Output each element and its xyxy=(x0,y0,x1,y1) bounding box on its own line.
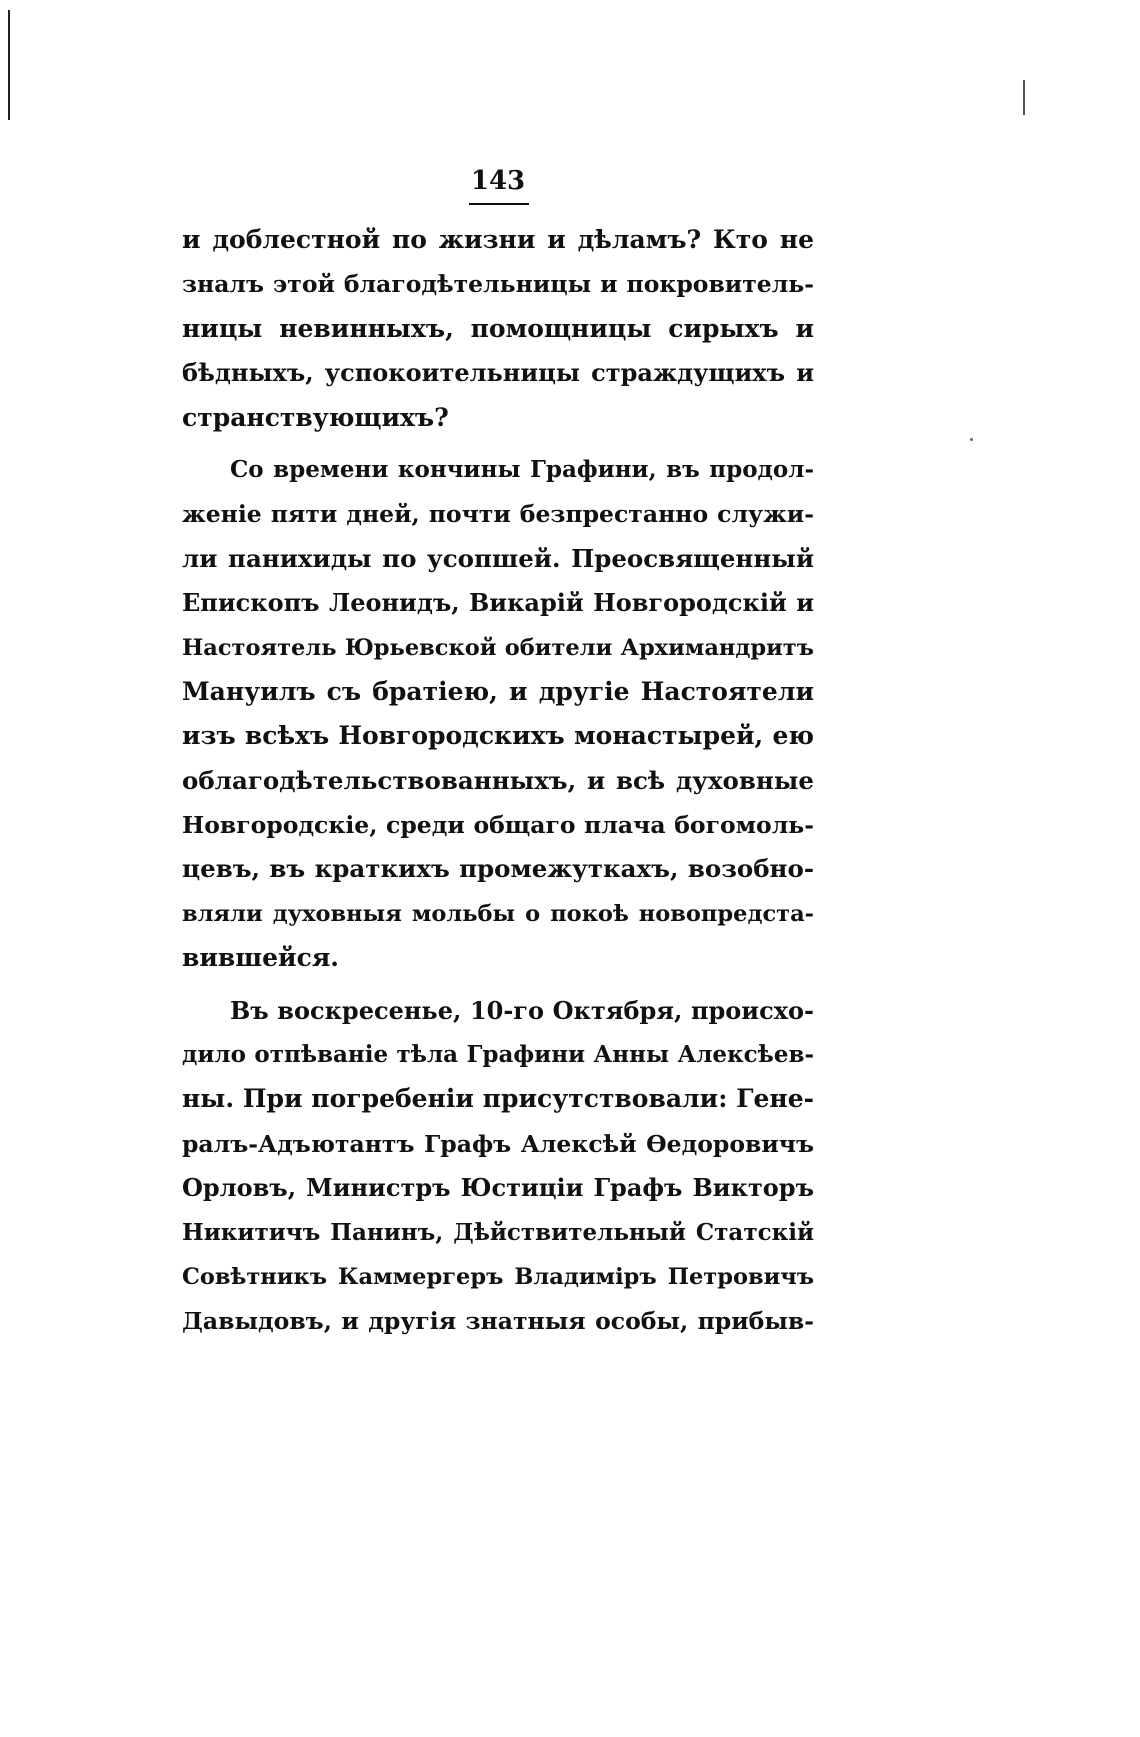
text-line: женіе пяти дней, почти безпрестанно служи- xyxy=(182,500,814,529)
text-line: Новгородскіе, среди общаго плача богомоль- xyxy=(182,811,814,840)
text-line: Мануилъ съ братіею, и другіе Настоятели xyxy=(182,676,814,706)
text-line: ли панихиды по усопшей. Преосвященный xyxy=(182,543,814,573)
scan-right-edge-line xyxy=(1023,80,1025,115)
text-line: изъ всѣхъ Новгородскихъ монастырей, ею xyxy=(182,721,814,751)
text-line: и доблестной по жизни и дѣламъ? Кто не xyxy=(182,225,814,254)
text-line: Настоятель Юрьевской обители Архимандритъ xyxy=(182,634,814,661)
page-number: 143 xyxy=(470,166,526,196)
text-line: дило отпѣваніе тѣла Графини Анны Алексѣев- xyxy=(182,1041,814,1069)
page-number-rule xyxy=(469,203,529,205)
text-line: цевъ, въ краткихъ промежуткахъ, возобно- xyxy=(182,854,814,884)
text-line: вившейся. xyxy=(182,943,339,973)
text-line: ралъ-Адъютантъ Графъ Алексѣй Ѳедоровичъ xyxy=(182,1129,814,1158)
scan-left-edge-line xyxy=(8,10,10,120)
text-line: облагодѣтельствованныхъ, и всѣ духовные xyxy=(182,765,814,795)
text-line: Въ воскресенье, 10-го Октября, происхо- xyxy=(230,995,814,1025)
text-line: ны. При погребеніи присутствовали: Гене- xyxy=(182,1084,814,1114)
text-line: Орловъ, Министръ Юстиціи Графъ Викторъ xyxy=(182,1173,814,1203)
text-line: вляли духовныя мольбы о покоѣ новопредста- xyxy=(182,900,814,927)
text-line: бѣдныхъ, успокоительницы страждущихъ и xyxy=(182,358,814,388)
text-line: зналъ этой благодѣтельницы и покровитель- xyxy=(182,270,814,299)
scan-speck xyxy=(970,438,973,441)
text-line: Со времени кончины Графини, въ продол- xyxy=(230,455,814,483)
text-line: Совѣтникъ Каммергеръ Владиміръ Петровичъ xyxy=(182,1263,814,1290)
text-line: Епископъ Леонидъ, Викарій Новгородскій и xyxy=(182,588,814,618)
body-text xyxy=(182,218,814,1344)
paragraph-gap xyxy=(182,981,814,989)
text-line: Никитичъ Панинъ, Дѣйствительный Статскій xyxy=(182,1218,814,1246)
text-line: ницы невинныхъ, помощницы сирыхъ и xyxy=(182,313,814,343)
text-line: странствующихъ? xyxy=(182,402,449,432)
paragraph-gap xyxy=(182,440,814,448)
text-line: Давыдовъ, и другія знатныя особы, прибыв- xyxy=(182,1307,814,1336)
